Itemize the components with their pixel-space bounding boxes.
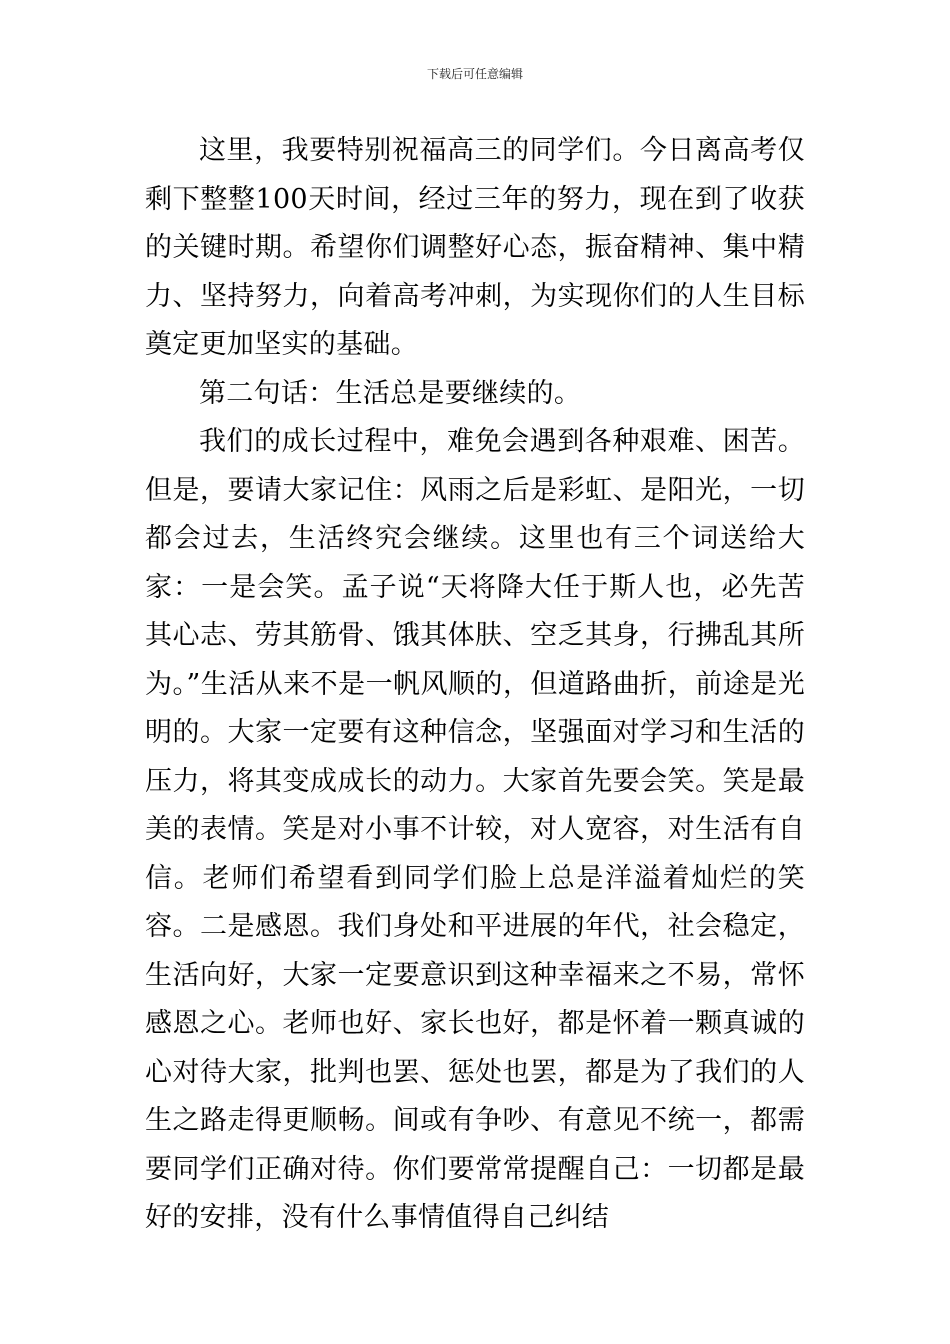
paragraph-heading-second-sentence: 第二句话：生活总是要继续的。 [199, 377, 582, 409]
paragraph-growth: 我们的成长过程中，难免会遇到各种艰难、困苦。但是，要请大家记住：风雨之后是彩虹、是阳光，一切都会过去，生活终究会继续。这里也有三个词送给大家：一是会笑。孟子说“天将降大任于斯人也，必先苦其心志、劳其筋骨、饿其体肤、空乏其身，行拂乱其所为。”生活从来不是一帆风顺的，但道路曲折，前途是光明的。大家一定要有这种信念，坚强面对学习和生活的压力，将其变成成长的动力。大家首先要会笑。笑是最美的表情。笑是对小事不计较，对人宽容，对生活有自信。老师们希望看到同学们脸上总是洋溢着灿烂的笑容。二是感恩。我们身处和平进展的年代，社会稳定，生活向好，大家一定要意识到这种幸福来之不易，常怀感恩之心。老师也好、家长也好，都是怀着一颗真诚的心对待大家，批判也罢、惩处也罢，都是为了我们的人生之路走得更顺畅。间或有争吵、有意见不统一，都需要同学们正确对待。你们要常常提醒自己：一切都是最好的安排，没有什么事情值得自己纠结 [145, 426, 805, 1233]
paragraph-blessing: 这里，我要特别祝福高三的同学们。今日离高考仅剩下整整100天时间，经过三年的努力，现在到了收获的关键时期。希望你们调整好心态，振奋精神、集中精力、坚持努力，向着高考冲刺，为实现你们的人生目标奠定更加坚实的基础。 [145, 135, 805, 360]
document-body [145, 127, 805, 1243]
page-header: 下载后可任意编辑 [426, 67, 523, 81]
